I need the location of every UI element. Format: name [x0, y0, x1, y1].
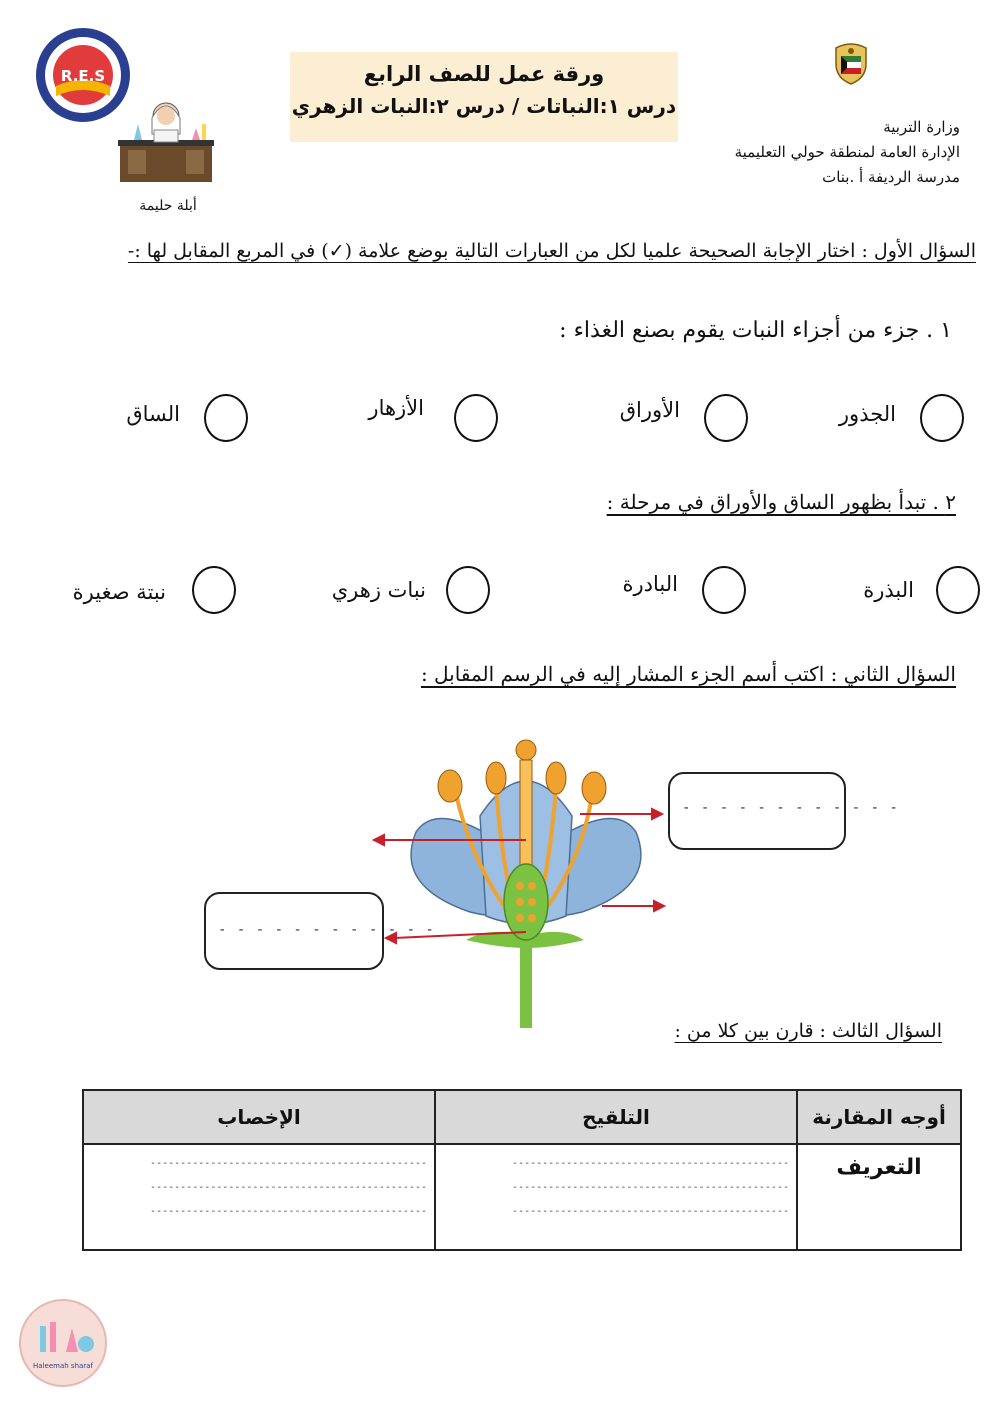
arrow-head-left — [374, 835, 384, 845]
logo-text: R.E.S — [60, 67, 106, 85]
option-circle-roots[interactable] — [920, 394, 964, 442]
anther-center-right — [546, 762, 566, 794]
answer-blank: - - - - - - - - - - - - — [682, 800, 899, 816]
style-shape — [520, 760, 532, 870]
ovule — [516, 898, 524, 906]
cell-pollination-definition[interactable] — [435, 1144, 797, 1250]
option-flowers: الأزهار — [368, 396, 424, 420]
flower-diagram — [370, 736, 670, 1030]
ovule — [528, 882, 536, 890]
anther-left — [438, 770, 462, 802]
anther-right — [582, 772, 606, 804]
option-young-plant: نبتة صغيرة — [72, 580, 166, 604]
blank-lines: ---------------------------------------------- ---------------------------------------------- ---------------------------------------------- — [512, 1158, 789, 1217]
option-circle-leaves[interactable] — [704, 394, 748, 442]
question2-title: السؤال الثاني : اكتب أسم الجزء المشار إليه في الرسم المقابل : — [420, 662, 956, 686]
option-circle-flowers[interactable] — [454, 394, 498, 442]
ovule — [528, 914, 536, 922]
ovule — [516, 914, 524, 922]
lesson-title: درس ١:النباتات / درس ٢:النبات الزهري — [291, 94, 677, 118]
answer-blank: - - - - - - - - - - - - — [218, 922, 435, 938]
comparison-table — [82, 1089, 962, 1251]
school-name: مدرسة الرديفة أ .بنات — [822, 168, 960, 186]
arrow-head-right — [654, 901, 664, 911]
question1-title: السؤال الأول : اختار الإجابة الصحيحة علميا لكل من العبارات التالية بوضع علامة (✓) في المربع المقابل لها :- — [127, 240, 976, 262]
stamp-text: Haleemah sharaf — [33, 1362, 93, 1370]
option-seed: البذرة — [863, 578, 914, 602]
option-circle-young-plant[interactable] — [192, 566, 236, 614]
anther-center-left — [486, 762, 506, 794]
question3-title: السؤال الثالث : قارن بين كلا من : — [674, 1020, 942, 1042]
ministry-block — [735, 115, 960, 190]
teacher-lab-illustration — [116, 94, 216, 184]
option-circle-seed[interactable] — [936, 566, 980, 614]
header-comparison-aspects: أوجه المقارنة — [797, 1090, 961, 1144]
ministry-name: وزارة التربية — [883, 118, 960, 136]
option-circle-flowering-plant[interactable] — [446, 566, 490, 614]
option-flowering-plant: نبات زهري — [331, 578, 426, 602]
option-stem: الساق — [126, 402, 180, 426]
option-roots: الجذور — [838, 402, 896, 426]
question1-item1-text: ١ . جزء من أجزاء النبات يقوم بصنع الغذاء : — [559, 318, 952, 343]
label-box-left[interactable] — [204, 892, 435, 970]
teacher-name: أبلة حليمة — [139, 198, 197, 214]
table-row — [83, 1144, 961, 1250]
option-leaves: الأوراق — [619, 398, 680, 422]
option-circle-seedling[interactable] — [702, 566, 746, 614]
stigma-shape — [516, 740, 536, 760]
cell-fertilization-definition[interactable] — [83, 1144, 435, 1250]
question1-item2-text: ٢ . تبدأ بظهور الساق والأوراق في مرحلة : — [606, 490, 956, 514]
label-box-right[interactable] — [668, 772, 899, 850]
header-fertilization: الإخصاب — [83, 1090, 435, 1144]
option-circle-stem[interactable] — [204, 394, 248, 442]
worksheet-title: ورقة عمل للصف الرابع — [363, 62, 605, 86]
header-pollination: التلقيح — [435, 1090, 797, 1144]
option-seedling: البادرة — [622, 572, 678, 596]
directorate-name: الإدارة العامة لمنطقة حولي التعليمية — [734, 143, 960, 161]
blank-lines: ---------------------------------------------- ---------------------------------------------- ---------------------------------------------- — [150, 1158, 427, 1217]
kuwait-emblem-icon — [830, 42, 872, 86]
ovule — [516, 882, 524, 890]
ovule — [528, 898, 536, 906]
arrow-head-right — [652, 809, 662, 819]
row-label-definition: التعريف — [797, 1144, 961, 1250]
ovary-shape — [504, 864, 548, 940]
teacher-stamp — [18, 1298, 108, 1388]
table-header-row — [83, 1090, 961, 1144]
